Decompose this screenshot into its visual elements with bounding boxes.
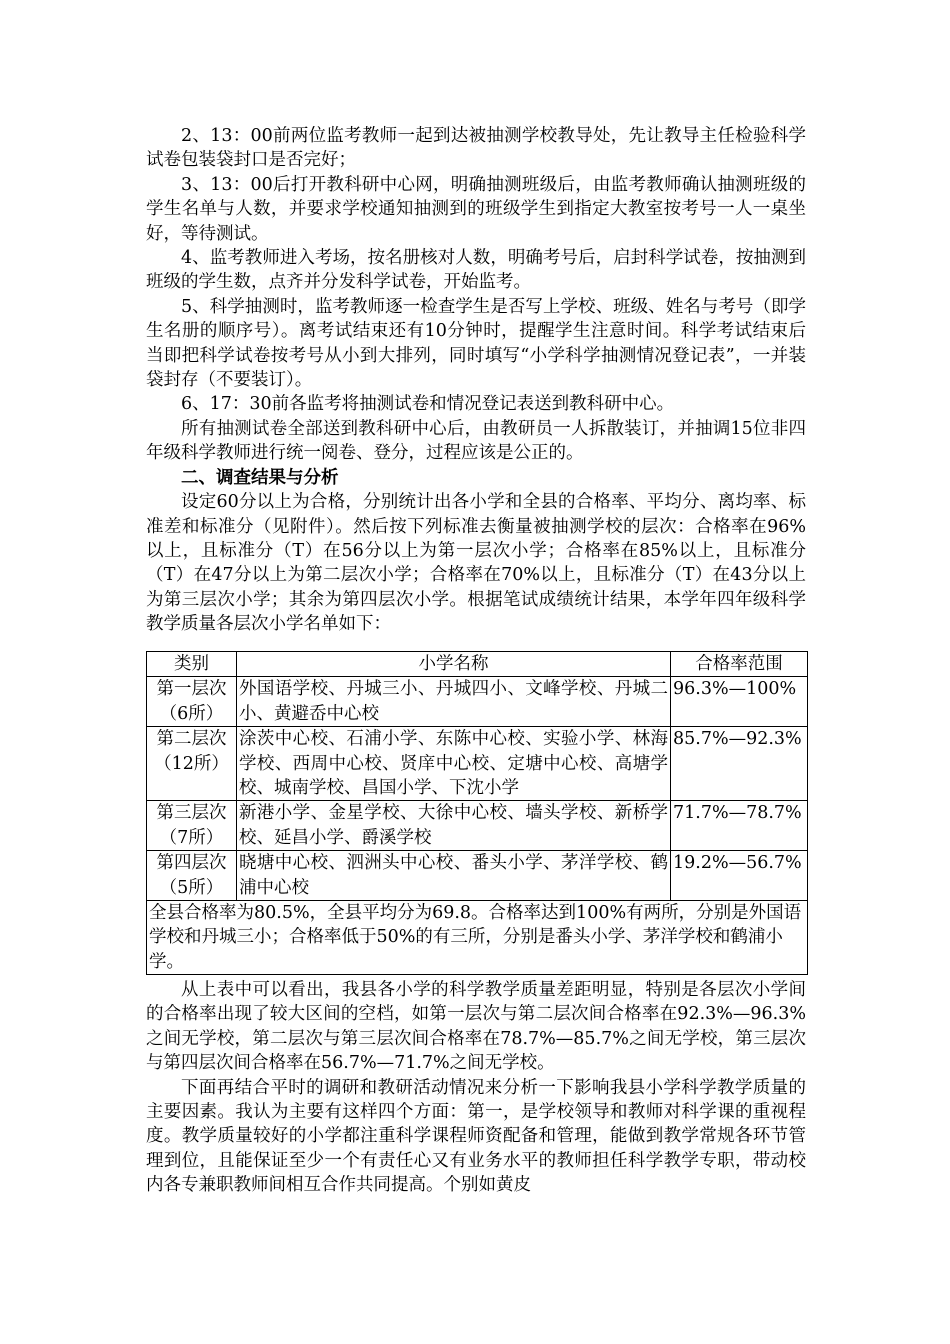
paragraph-step-2: 2、13：00前两位监考教师一起到达被抽测学校教导处，先让教导主任检验科学试卷包装袋封口是否完好； (146, 126, 806, 171)
school-names-cell: 晓塘中心校、泗洲头中心校、番头小学、茅洋学校、鹤浦中心校 (237, 851, 671, 901)
table-row (147, 801, 808, 851)
paragraph-step-4: 4、监考教师进入考场，按名册核对人数，明确考号后，启封科学试卷，按抽测到班级的学生数，点齐并分发科学试卷，开始监考。 (146, 248, 806, 293)
tier-cell (147, 801, 237, 851)
tier-count: （6所） (159, 703, 224, 724)
paragraph-step-6: 6、17：30前各监考将抽测试卷和情况登记表送到教科研中心。 (181, 394, 675, 415)
tier-cell (147, 851, 237, 901)
paragraph-step-3: 3、13：00后打开教科研中心网，明确抽测班级后，由监考教师确认抽测班级的学生名单与人数，并要求学校通知抽测到的班级学生到指定大教室按考号一人一桌坐好，等待测试。 (146, 174, 806, 244)
header-pass-rate-range: 合格率范围 (671, 652, 808, 677)
tier-label: 第一层次 (156, 679, 227, 700)
tier-count: （12所） (154, 753, 229, 774)
lower-text-block (146, 978, 806, 1198)
pass-rate-cell: 19.2%—56.7% (671, 851, 808, 901)
pass-rate-cell: 96.3%—100% (671, 677, 808, 727)
table-row (147, 727, 808, 801)
upper-text-block (146, 124, 806, 637)
table-header-row (147, 652, 808, 677)
header-category: 类别 (147, 652, 237, 677)
table-row (147, 677, 808, 727)
paragraph-factors: 下面再结合平时的调研和教研活动情况来分析一下影响我县小学科学教学质量的主要因素。我认为主要有这样四个方面：第一，是学校领导和教师对科学课的重视程度。教学质量较好的小学都注重科学课程师资配备和管理，能做到教学常规各环节管理到位，且能保证至少一个有责任心又有业务水平的教师担任科学教学专职，带动校内各专兼职教师间相互合作共同提高。个别如黄皮 (146, 1077, 806, 1196)
tier-count: （5所） (159, 877, 224, 898)
tier-count: （7所） (159, 827, 224, 848)
school-names-cell: 外国语学校、丹城三小、丹城四小、文峰学校、丹城二小、黄避岙中心校 (237, 677, 671, 727)
paragraph-intro: 设定60分以上为合格，分别统计出各小学和全县的合格率、平均分、离均率、标准差和标准分（见附件）。然后按下列标准去衡量被抽测学校的层次：合格率在96%以上，且标准分（T）在56分以上为第一层次小学；合格率在85%以上，且标准分（T）在47分以上为第二层次小学；合格率在70%以上，且标准分（T）在43分以上为第三层次小学；其余为第四层次小学。根据笔试成绩统计结果，本学年四年级科学教学质量各层次小学名单如下： (146, 492, 806, 635)
table-summary-row (147, 901, 808, 975)
school-names-cell: 新港小学、金星学校、大徐中心校、墙头学校、新桥学校、延昌小学、爵溪学校 (237, 801, 671, 851)
county-summary-cell: 全县合格率为80.5%，全县平均分为69.8。合格率达到100%有两所，分别是外国语学校和丹城三小；合格率低于50%的有三所，分别是番头小学、茅洋学校和鹤浦小学。 (147, 901, 808, 975)
pass-rate-cell: 85.7%—92.3% (671, 727, 808, 801)
tier-label: 第三层次 (156, 803, 227, 824)
school-names-cell: 涂茨中心校、石浦小学、东陈中心校、实验小学、林海学校、西周中心校、贤庠中心校、定塘中心校、高塘学校、城南学校、昌国小学、下沈小学 (237, 727, 671, 801)
paragraph-gap-analysis: 从上表中可以看出，我县各小学的科学教学质量差距明显，特别是各层次小学间的合格率出现了较大区间的空档，如第一层次与第二层次间合格率在92.3%—96.3%之间无学校，第二层次与第三层次间合格率在78.7%—85.7%之间无学校，第三层次与第四层次间合格率在56.7%—71.7%之间无学校。 (146, 980, 806, 1074)
header-school-names: 小学名称 (237, 652, 671, 677)
school-tier-table (146, 651, 808, 975)
tier-label: 第二层次 (156, 729, 227, 750)
section-heading: 二、调查结果与分析 (181, 467, 339, 488)
table-row (147, 851, 808, 901)
tier-label: 第四层次 (156, 853, 227, 874)
tier-cell (147, 677, 237, 727)
paragraph-grading: 所有抽测试卷全部送到教科研中心后，由教研员一人拆散装订，并抽调15位非四年级科学教师进行统一阅卷、登分，过程应该是公正的。 (146, 418, 806, 464)
pass-rate-cell: 71.7%—78.7% (671, 801, 808, 851)
paragraph-step-5: 5、科学抽测时，监考教师逐一检查学生是否写上学校、班级、姓名与考号（即学生名册的顺序号）。离考试结束还有10分钟时，提醒学生注意时间。科学考试结束后当即把科学试卷按考号从小到大排列，同时填写“小学科学抽测情况登记表”，一并装袋封存（不要装订）。 (146, 296, 806, 391)
tier-cell (147, 727, 237, 801)
